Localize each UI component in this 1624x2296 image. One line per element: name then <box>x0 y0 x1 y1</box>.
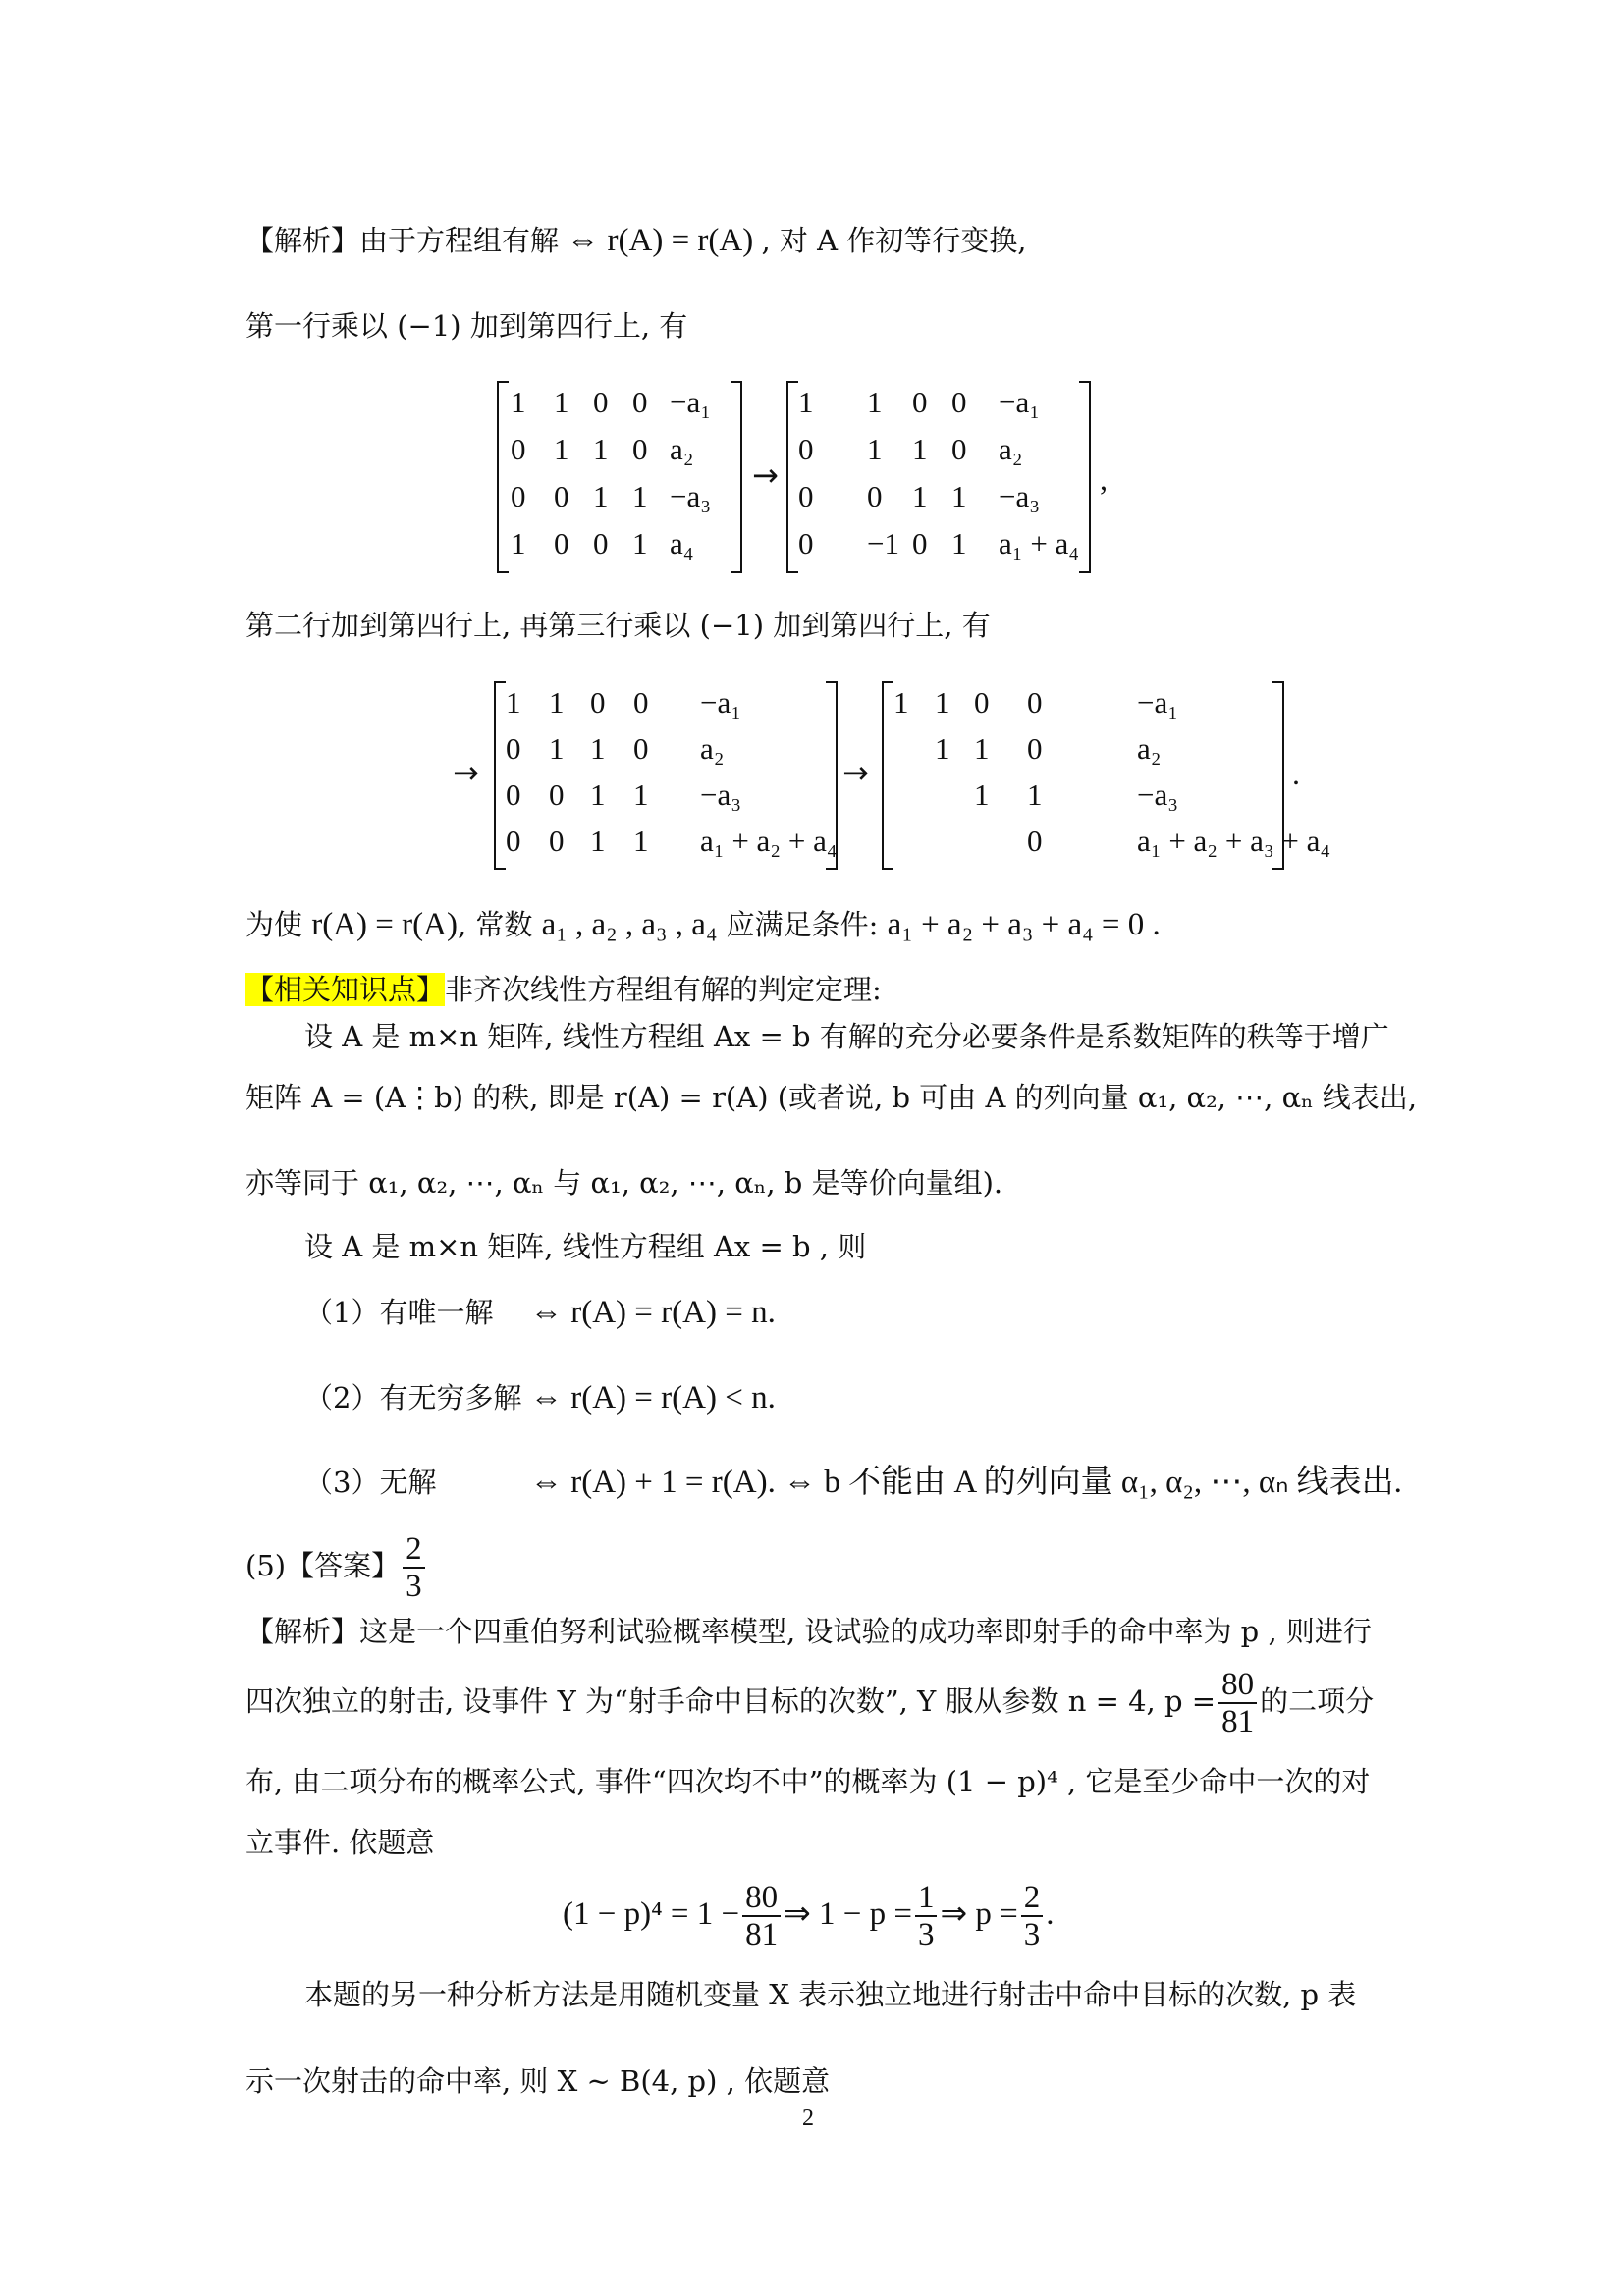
matrix-entry: 1 <box>912 432 928 466</box>
matrix-entry: 1 <box>511 526 526 561</box>
fraction-denominator: 3 <box>917 1917 935 1952</box>
matrix-entry: −a₁ <box>700 685 742 720</box>
eq-fraction-1 <box>742 1880 781 1952</box>
fraction-numerator: 2 <box>403 1531 425 1569</box>
case-label: （2）有无穷多解 <box>304 1381 522 1415</box>
matrix-entry: 1 <box>951 526 967 561</box>
eq-fraction-3 <box>1021 1880 1044 1952</box>
matrix-entry: 1 <box>511 385 526 419</box>
matrix-entry: 1 <box>633 777 649 812</box>
matrix-entry: a₄ <box>670 526 694 561</box>
matrix-entry: 1 <box>893 685 909 720</box>
matrix-entry: 0 <box>951 385 967 419</box>
analysis5-line-4: 立事件. 依题意 <box>245 1826 435 1859</box>
matrix-entry: a₁ + a₄ <box>999 526 1080 561</box>
matrix-entry: 1 <box>633 824 649 858</box>
right-bracket <box>731 381 742 573</box>
left-bracket <box>494 681 506 870</box>
matrix-entry: 1 <box>549 731 565 766</box>
final-condition: a₁ + a₂ + a₃ + a₄ = 0 . <box>887 907 1161 942</box>
matrix-entry: 0 <box>912 385 928 419</box>
fraction-denominator: 3 <box>406 1569 422 1604</box>
matrix-entry: 0 <box>554 526 569 561</box>
case-infinite <box>304 1378 776 1417</box>
theorem-line-4: 设 A 是 m×n 矩阵, 线性方程组 Ax = b , 则 <box>304 1230 867 1263</box>
eq-fraction-2 <box>915 1880 938 1952</box>
matrix-entry: a₂ <box>1137 731 1162 766</box>
line2-suffix: 的二项分 <box>1260 1684 1375 1718</box>
case-condition: ⇔ r(A) = r(A) = n. <box>530 1295 776 1330</box>
cond-mid: , 常数 <box>457 908 542 941</box>
analysis5-line-1: 【解析】这是一个四重伯努利试验概率模型, 设试验的成功率即射手的命中率为 p , 则进行 <box>245 1615 1372 1648</box>
period-mark: . <box>1292 756 1300 791</box>
knowledge-title: 非齐次线性方程组有解的判定定理: <box>445 973 882 1006</box>
matrix-entry: 0 <box>593 385 609 419</box>
matrix-entry: 1 <box>632 479 648 513</box>
transform-arrow: → <box>842 754 869 791</box>
matrix-entry: a₂ <box>999 432 1023 466</box>
matrix-entry: −a₃ <box>1137 777 1179 812</box>
cond-pre: 为使 <box>245 908 312 941</box>
matrix-entry: 1 <box>593 432 609 466</box>
matrix-entry: 1 <box>798 385 814 419</box>
matrix-entry: 0 <box>1027 824 1043 858</box>
matrix-entry: 1 <box>554 385 569 419</box>
matrix-entry: 1 <box>951 479 967 513</box>
matrix-entry: 0 <box>798 479 814 513</box>
augmented-matrix-original <box>497 381 742 573</box>
case-none <box>304 1463 1402 1502</box>
row-op-step-1: 第一行乘以 (−1) 加到第四行上, 有 <box>245 309 688 343</box>
matrix-entry: 0 <box>549 824 565 858</box>
right-bracket <box>1079 381 1091 573</box>
matrix-entry: 1 <box>867 432 883 466</box>
matrix-entry: 0 <box>633 731 649 766</box>
matrix-entry: 0 <box>912 526 928 561</box>
left-bracket <box>497 381 509 573</box>
case-label: （1）有唯一解 <box>304 1296 494 1329</box>
probability-equation <box>563 1880 1054 1952</box>
matrix-entry: −a₁ <box>670 385 712 419</box>
constants-list: a₁ , a₂ , a₃ , a₄ <box>541 907 718 942</box>
case-condition: ⇔ r(A) = r(A) < n. <box>530 1380 776 1415</box>
matrix-entry: −a₁ <box>999 385 1041 419</box>
constants-condition <box>245 905 1161 944</box>
augmented-matrix-echelon <box>882 681 1331 870</box>
alternative-method: 本题的另一种分析方法是用随机变量 X 表示独立地进行射击中命中目标的次数, p 表 <box>304 1978 1357 2011</box>
matrix-entry: 1 <box>590 777 606 812</box>
comma-mark: , <box>1100 461 1108 497</box>
matrix-entry: 0 <box>511 432 526 466</box>
alternative-method-2: 示一次射击的命中率, 则 X ~ B(4, p) , 依题意 <box>245 2064 831 2098</box>
matrix-entry: 1 <box>632 526 648 561</box>
matrix-entry: a₁ + a₂ + a₄ <box>700 824 838 858</box>
matrix-entry: 1 <box>974 731 990 766</box>
fraction-numerator: 1 <box>915 1880 938 1917</box>
matrix-entry: 1 <box>1027 777 1043 812</box>
fraction-denominator: 3 <box>1023 1917 1041 1952</box>
matrix-entry: 0 <box>511 479 526 513</box>
eq-part-c: ⇒ p = <box>940 1896 1018 1932</box>
eq-part-d: . <box>1046 1896 1055 1932</box>
line2-text: 四次独立的射击, 设事件 Y 为“射手命中目标的次数”, Y 服从参数 n = 4, p = <box>245 1684 1217 1718</box>
matrix-entry: −a₃ <box>700 777 742 812</box>
matrix-entry: 0 <box>549 777 565 812</box>
theorem-line-2: 矩阵 A = (A⋮b) 的秩, 即是 r(A) = r(A) (或者说, b 可由 A 的列向量 α₁, α₂, ⋯, αₙ 线表出, <box>245 1081 1418 1114</box>
matrix-entry: −a₃ <box>670 479 712 513</box>
rank-equation: r(A) = r(A) <box>311 907 458 942</box>
matrix-entry: 0 <box>1027 731 1043 766</box>
matrix-entry: 0 <box>593 526 609 561</box>
case-unique <box>304 1293 776 1332</box>
matrix-entry: 0 <box>590 685 606 720</box>
fraction-denominator: 81 <box>745 1917 779 1952</box>
matrix-entry: 0 <box>1027 685 1043 720</box>
matrix-entry: 1 <box>506 685 521 720</box>
fraction-numerator: 80 <box>1218 1667 1257 1704</box>
page-number: 2 <box>802 2106 814 2131</box>
solvability-condition: ⇔ r(A) = r(A) <box>559 223 762 258</box>
knowledge-label: 【相关知识点】 <box>245 973 446 1006</box>
left-bracket <box>882 681 893 870</box>
answer-label: (5)【答案】 <box>245 1549 401 1582</box>
analysis-intro-suffix: , 对 A 作初等行变换, <box>761 224 1027 257</box>
matrix-entry: 0 <box>633 685 649 720</box>
probability-fraction <box>1218 1667 1257 1739</box>
augmented-matrix-step2 <box>494 681 838 870</box>
matrix-entry: 1 <box>867 385 883 419</box>
matrix-entry: a₂ <box>670 432 694 466</box>
row-op-step-2: 第二行加到第四行上, 再第三行乘以 (−1) 加到第四行上, 有 <box>245 609 991 642</box>
left-bracket <box>786 381 798 573</box>
case-condition: ⇔ r(A) + 1 = r(A). ⇔ b 不能由 A 的列向量 α₁, α₂, ⋯, αₙ 线表出. <box>530 1465 1402 1500</box>
matrix-entry: 1 <box>912 479 928 513</box>
eq-part-a: (1 − p)⁴ = 1 − <box>563 1896 740 1932</box>
matrix-entry: 0 <box>798 432 814 466</box>
answer-5 <box>245 1531 428 1604</box>
case-label: （3）无解 <box>304 1466 437 1499</box>
analysis-intro-prefix: 【解析】由于方程组有解 <box>245 224 560 257</box>
matrix-entry: 0 <box>974 685 990 720</box>
fraction-numerator: 2 <box>1021 1880 1044 1917</box>
matrix-entry: a₁ + a₂ + a₃ + a₄ <box>1137 824 1331 858</box>
matrix-entry: 0 <box>506 731 521 766</box>
matrix-entry: 0 <box>867 479 883 513</box>
matrix-entry: 0 <box>554 479 569 513</box>
theorem-line-3: 亦等同于 α₁, α₂, ⋯, αₙ 与 α₁, α₂, ⋯, αₙ, b 是等价向量组). <box>245 1166 1003 1200</box>
matrix-entry: 1 <box>935 685 950 720</box>
matrix-entry: 0 <box>506 777 521 812</box>
matrix-entry: 0 <box>798 526 814 561</box>
matrix-entry: −a₃ <box>999 479 1041 513</box>
analysis5-line-2 <box>245 1667 1374 1739</box>
matrix-entry: 1 <box>935 731 950 766</box>
matrix-entry: 1 <box>593 479 609 513</box>
augmented-matrix-step1 <box>786 381 1091 573</box>
matrix-entry: 0 <box>632 385 648 419</box>
analysis-intro <box>245 221 1027 260</box>
matrix-entry: 1 <box>549 685 565 720</box>
matrix-entry: 1 <box>590 731 606 766</box>
matrix-entry: −1 <box>867 526 899 561</box>
matrix-entry: 0 <box>632 432 648 466</box>
knowledge-heading <box>245 970 882 1009</box>
matrix-entry: 1 <box>554 432 569 466</box>
matrix-entry: 0 <box>951 432 967 466</box>
matrix-entry: −a₁ <box>1137 685 1179 720</box>
matrix-entry: 0 <box>506 824 521 858</box>
answer-fraction <box>403 1531 425 1604</box>
theorem-line-1: 设 A 是 m×n 矩阵, 线性方程组 Ax = b 有解的充分必要条件是系数矩阵的秩等于增广 <box>304 1020 1389 1053</box>
cond-mid2: 应满足条件: <box>717 908 888 941</box>
matrix-entry: 1 <box>974 777 990 812</box>
matrix-entry: a₂ <box>700 731 725 766</box>
eq-part-b: ⇒ 1 − p = <box>784 1896 912 1932</box>
matrix-entry: 1 <box>590 824 606 858</box>
transform-arrow: → <box>453 754 479 791</box>
analysis5-line-3: 布, 由二项分布的概率公式, 事件“四次均不中”的概率为 (1 − p)⁴ , 它是至少命中一次的对 <box>245 1765 1371 1798</box>
fraction-numerator: 80 <box>742 1880 781 1917</box>
transform-arrow: → <box>752 456 779 494</box>
fraction-denominator: 81 <box>1221 1704 1255 1739</box>
